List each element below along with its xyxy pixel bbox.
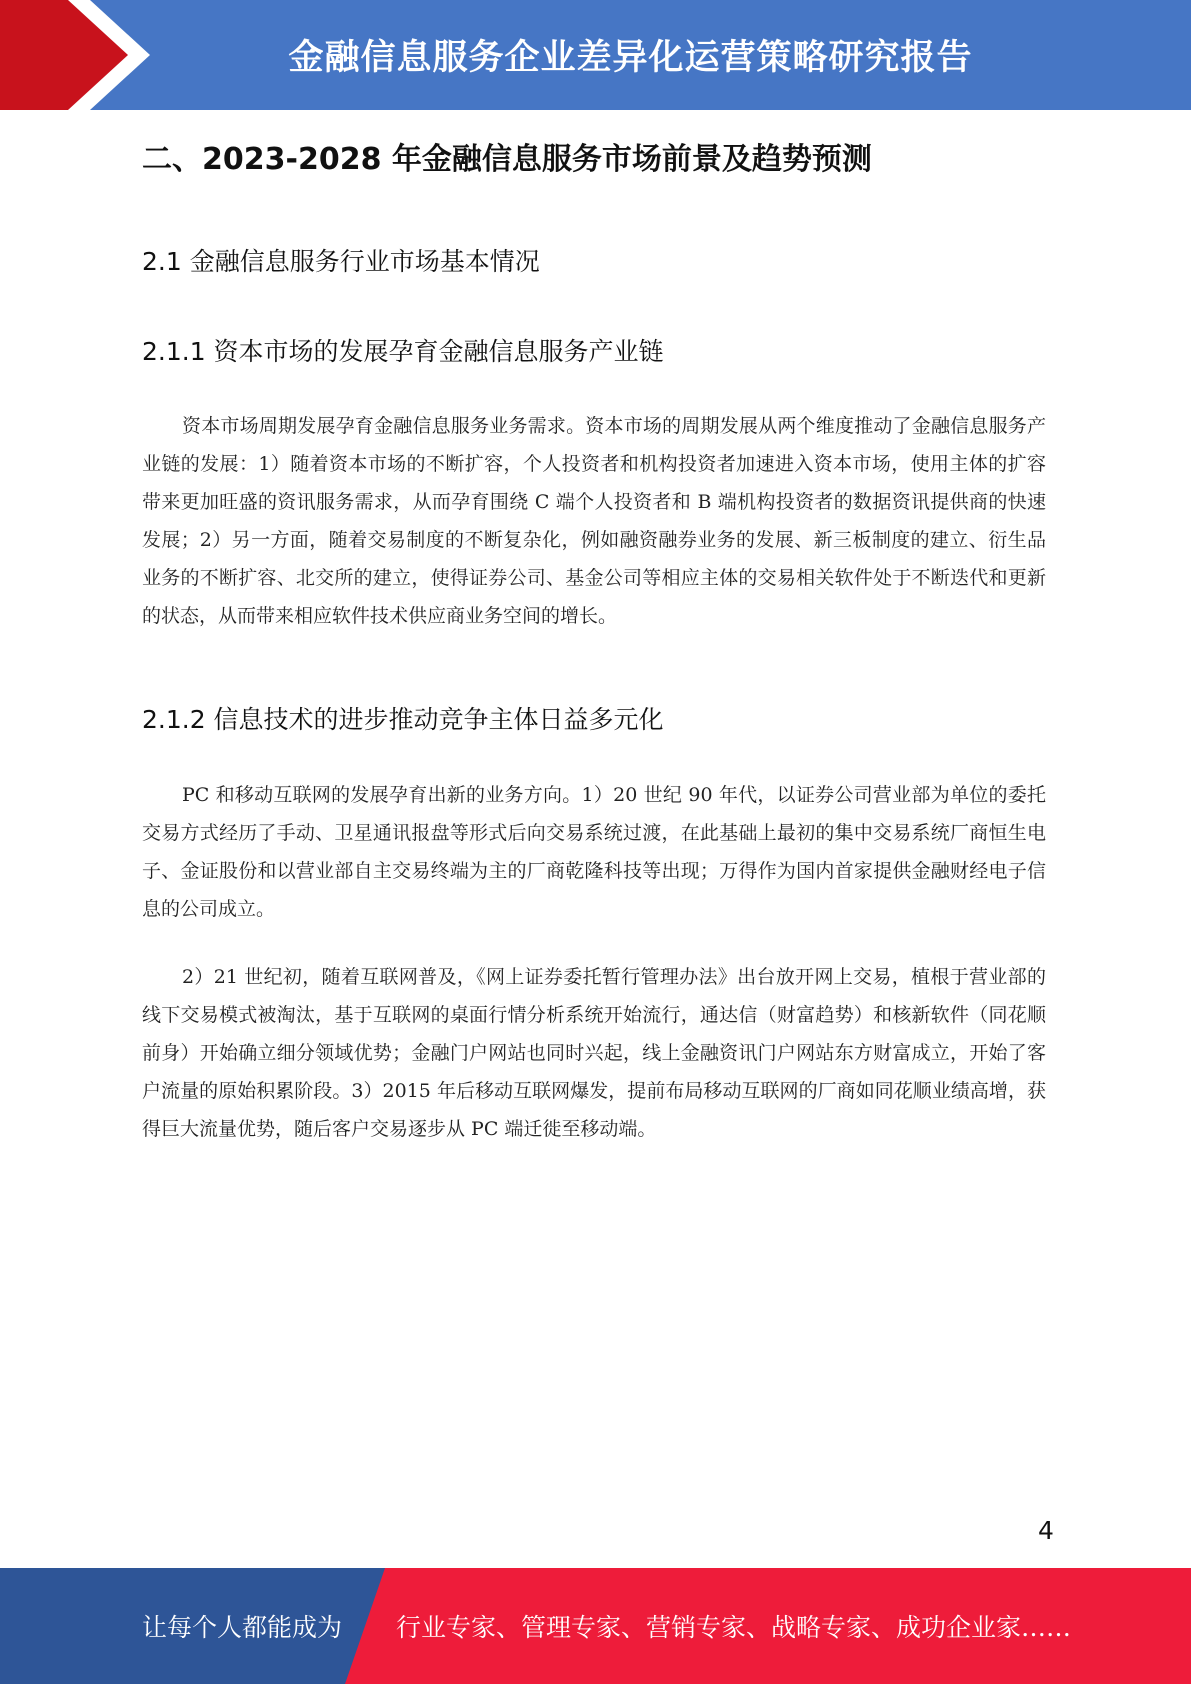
paragraph-2-1-2-first: PC 和移动互联网的发展孕育出新的业务方向。1）20 世纪 90 年代，以证券公司营业部为单位的委托交易方式经历了手动、卫星通讯报盘等形式后向交易系统过渡，在此基础上最初的集中交易系统厂商恒生电子、金证股份和以营业部自主交易终端为主的厂商乾隆科技等出现；万得作为国内首家提供金融财经电子信息的公司成立。 (142, 784, 1046, 920)
subsection-heading-2-1-1: 2.1.1 资本市场的发展孕育金融信息服务产业链 (142, 337, 664, 366)
footer-slogan-right: 行业专家、管理专家、营销专家、战略专家、成功企业家…… (396, 1613, 1072, 1642)
footer-slogan-left: 让每个人都能成为 (142, 1613, 343, 1642)
page-number: 4 (1038, 1516, 1054, 1545)
section-heading: 二、2023-2028 年金融信息服务市场前景及趋势预测 (142, 142, 872, 177)
subsection-heading-2-1: 2.1 金融信息服务行业市场基本情况 (142, 247, 540, 276)
subsection-heading-2-1-2: 2.1.2 信息技术的进步推动竞争主体日益多元化 (142, 705, 664, 734)
paragraph-2-1-2-second: 2）21 世纪初，随着互联网普及，《网上证券委托暂行管理办法》出台放开网上交易，植根于营业部的线下交易模式被淘汰，基于互联网的桌面行情分析系统开始流行，通达信（财富趋势）和核新软件（同花顺前身）开始确立细分领域优势；金融门户网站也同时兴起，线上金融资讯门户网站东方财富成立，开始了客户流量的原始积累阶段。3）2015 年后移动互联网爆发，提前布局移动互联网的厂商如同花顺业绩高增，获得巨大流量优势，随后客户交易逐步从 PC 端迁徙至移动端。 (142, 966, 1046, 1140)
paragraph-2-1-1: 资本市场周期发展孕育金融信息服务业务需求。资本市场的周期发展从两个维度推动了金融信息服务产业链的发展：1）随着资本市场的不断扩容，个人投资者和机构投资者加速进入资本市场，使用主体的扩容带来更加旺盛的资讯服务需求，从而孕育围绕 C 端个人投资者和 B 端机构投资者的数据资讯提供商的快速发展；2）另一方面，随着交易制度的不断复杂化，例如融资融券业务的发展、新三板制度的建立、衍生品业务的不断扩容、北交所的建立，使得证券公司、基金公司等相应主体的交易相关软件处于不断迭代和更新的状态，从而带来相应软件技术供应商业务空间的增长。 (142, 415, 1046, 627)
footer-banner (0, 1568, 1191, 1684)
header-banner (0, 0, 1191, 110)
report-title: 金融信息服务企业差异化运营策略研究报告 (288, 38, 973, 78)
